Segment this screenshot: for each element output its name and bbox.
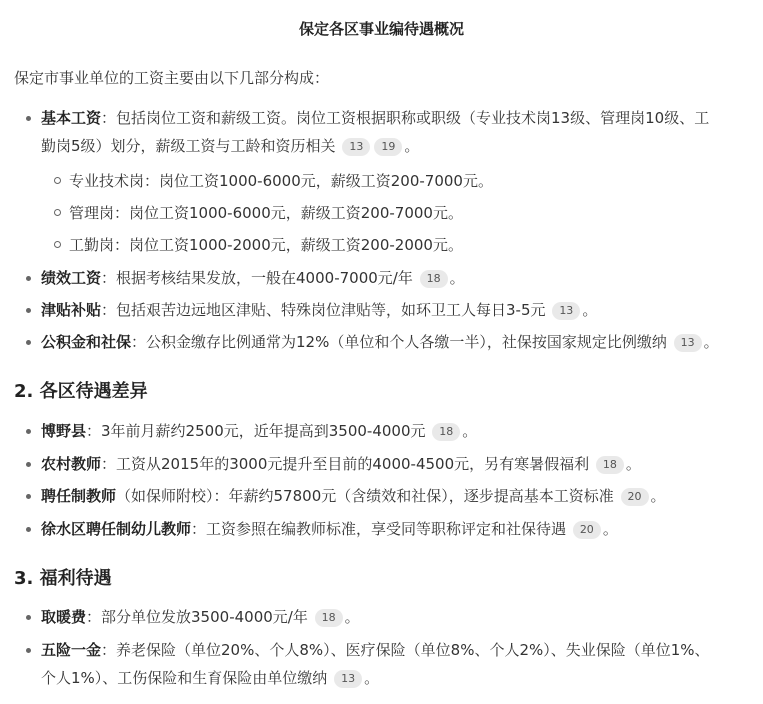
- citation-badge[interactable]: 13: [342, 138, 370, 156]
- bullet-icon: [26, 308, 31, 313]
- item-text: ：养老保险（单位20%、个人8%）、医疗保险（单位8%、个人2%）、失业保险（单位1%、: [101, 641, 710, 659]
- bullet-icon: [26, 276, 31, 281]
- circle-bullet-icon: [54, 177, 61, 184]
- item-text: ：公积金缴存比例通常为12%（单位和个人各缴一半），社保按国家规定比例缴纳: [131, 333, 667, 351]
- sub-item-text: 专业技术岗：岗位工资1000-6000元，薪级工资200-7000元。: [69, 172, 493, 190]
- list-item-insurance: [41, 636, 753, 692]
- circle-bullet-icon: [54, 209, 61, 216]
- citation-badge[interactable]: 18: [432, 423, 460, 441]
- bullet-icon: [26, 527, 31, 532]
- item-text: ：工资从2015年的3000元提升至目前的4000-4500元，另有寒暑假福利: [101, 455, 590, 473]
- item-end: 。: [582, 301, 598, 319]
- item-label: 徐水区聘任制幼儿教师: [41, 520, 192, 538]
- section-heading-district: 2. 各区待遇差异: [14, 381, 148, 402]
- item-label: 取暖费: [41, 608, 87, 626]
- sub-item-text: 管理岗：岗位工资1000-6000元，薪级工资200-7000元。: [69, 204, 463, 222]
- citation-badge[interactable]: 20: [621, 488, 649, 506]
- item-label: 绩效工资: [41, 269, 102, 287]
- citation-badge[interactable]: 13: [334, 670, 362, 688]
- item-label: 基本工资: [41, 109, 102, 127]
- item-end: 。: [703, 333, 719, 351]
- sub-item-text: 工勤岗：岗位工资1000-2000元，薪级工资200-2000元。: [69, 236, 463, 254]
- citation-badge[interactable]: 19: [374, 138, 402, 156]
- item-text: 勤岗5级）划分，薪级工资与工龄和资历相关: [41, 137, 336, 155]
- list-item-allowance: [41, 296, 753, 324]
- page-title: 保定各区事业编待遇概况: [298, 20, 464, 38]
- list-item-district: [41, 482, 753, 510]
- intro-paragraph: 保定市事业单位的工资主要由以下几部分构成：: [14, 69, 330, 87]
- list-item-district: [41, 515, 753, 543]
- citation-badge[interactable]: 18: [315, 609, 343, 627]
- list-item-district: [41, 417, 753, 445]
- item-text: ：工资参照在编教师标准，享受同等职称评定和社保待遇: [191, 520, 567, 538]
- list-item-heating: [41, 603, 753, 631]
- list-item-fund: [41, 328, 753, 356]
- item-label: 津贴补贴: [41, 301, 102, 319]
- citation-badge[interactable]: 13: [552, 302, 580, 320]
- citation-badge[interactable]: 13: [674, 334, 702, 352]
- citation-badge[interactable]: 20: [573, 521, 601, 539]
- item-end: 。: [650, 487, 666, 505]
- bullet-icon: [26, 648, 31, 653]
- item-text: ：根据考核结果发放，一般在4000-7000元/年: [101, 269, 413, 287]
- item-label: 公积金和社保: [41, 333, 132, 351]
- list-item-performance: [41, 264, 753, 292]
- citation-badge[interactable]: 18: [420, 270, 448, 288]
- sub-item-worker: [69, 231, 463, 259]
- item-end: 。: [602, 520, 618, 538]
- bullet-icon: [26, 462, 31, 467]
- item-end: 。: [404, 137, 420, 155]
- item-text: ：3年前月薪约2500元，近年提高到3500-4000元: [86, 422, 426, 440]
- list-item-basic-salary: [41, 104, 753, 160]
- section-heading-benefits: 3. 福利待遇: [14, 568, 112, 589]
- list-item-district: [41, 450, 753, 478]
- item-text: （如保师附校）：年薪约57800元（含绩效和社保），逐步提高基本工资标准: [116, 487, 614, 505]
- item-end: 。: [625, 455, 641, 473]
- citation-badge[interactable]: 18: [596, 456, 624, 474]
- item-end: 。: [449, 269, 465, 287]
- item-end: 。: [462, 422, 478, 440]
- item-label: 农村教师: [41, 455, 102, 473]
- item-text: ：部分单位发放3500-4000元/年: [86, 608, 308, 626]
- item-text: ：包括艰苦边远地区津贴、特殊岗位津贴等，如环卫工人每日3-5元: [101, 301, 546, 319]
- sub-item-professional: [69, 167, 493, 195]
- item-text: ：包括岗位工资和薪级工资。岗位工资根据职称或职级（专业技术岗13级、管理岗10级、工: [101, 109, 710, 127]
- bullet-icon: [26, 116, 31, 121]
- item-end: 。: [344, 608, 360, 626]
- item-label: 五险一金: [41, 641, 102, 659]
- bullet-icon: [26, 615, 31, 620]
- item-label: 聘任制教师: [41, 487, 117, 505]
- sub-item-management: [69, 199, 463, 227]
- bullet-icon: [26, 429, 31, 434]
- item-end: 。: [364, 669, 380, 687]
- item-text: 个人1%）、工伤保险和生育保险由单位缴纳: [41, 669, 328, 687]
- bullet-icon: [26, 494, 31, 499]
- circle-bullet-icon: [54, 241, 61, 248]
- bullet-icon: [26, 340, 31, 345]
- item-label: 博野县: [41, 422, 87, 440]
